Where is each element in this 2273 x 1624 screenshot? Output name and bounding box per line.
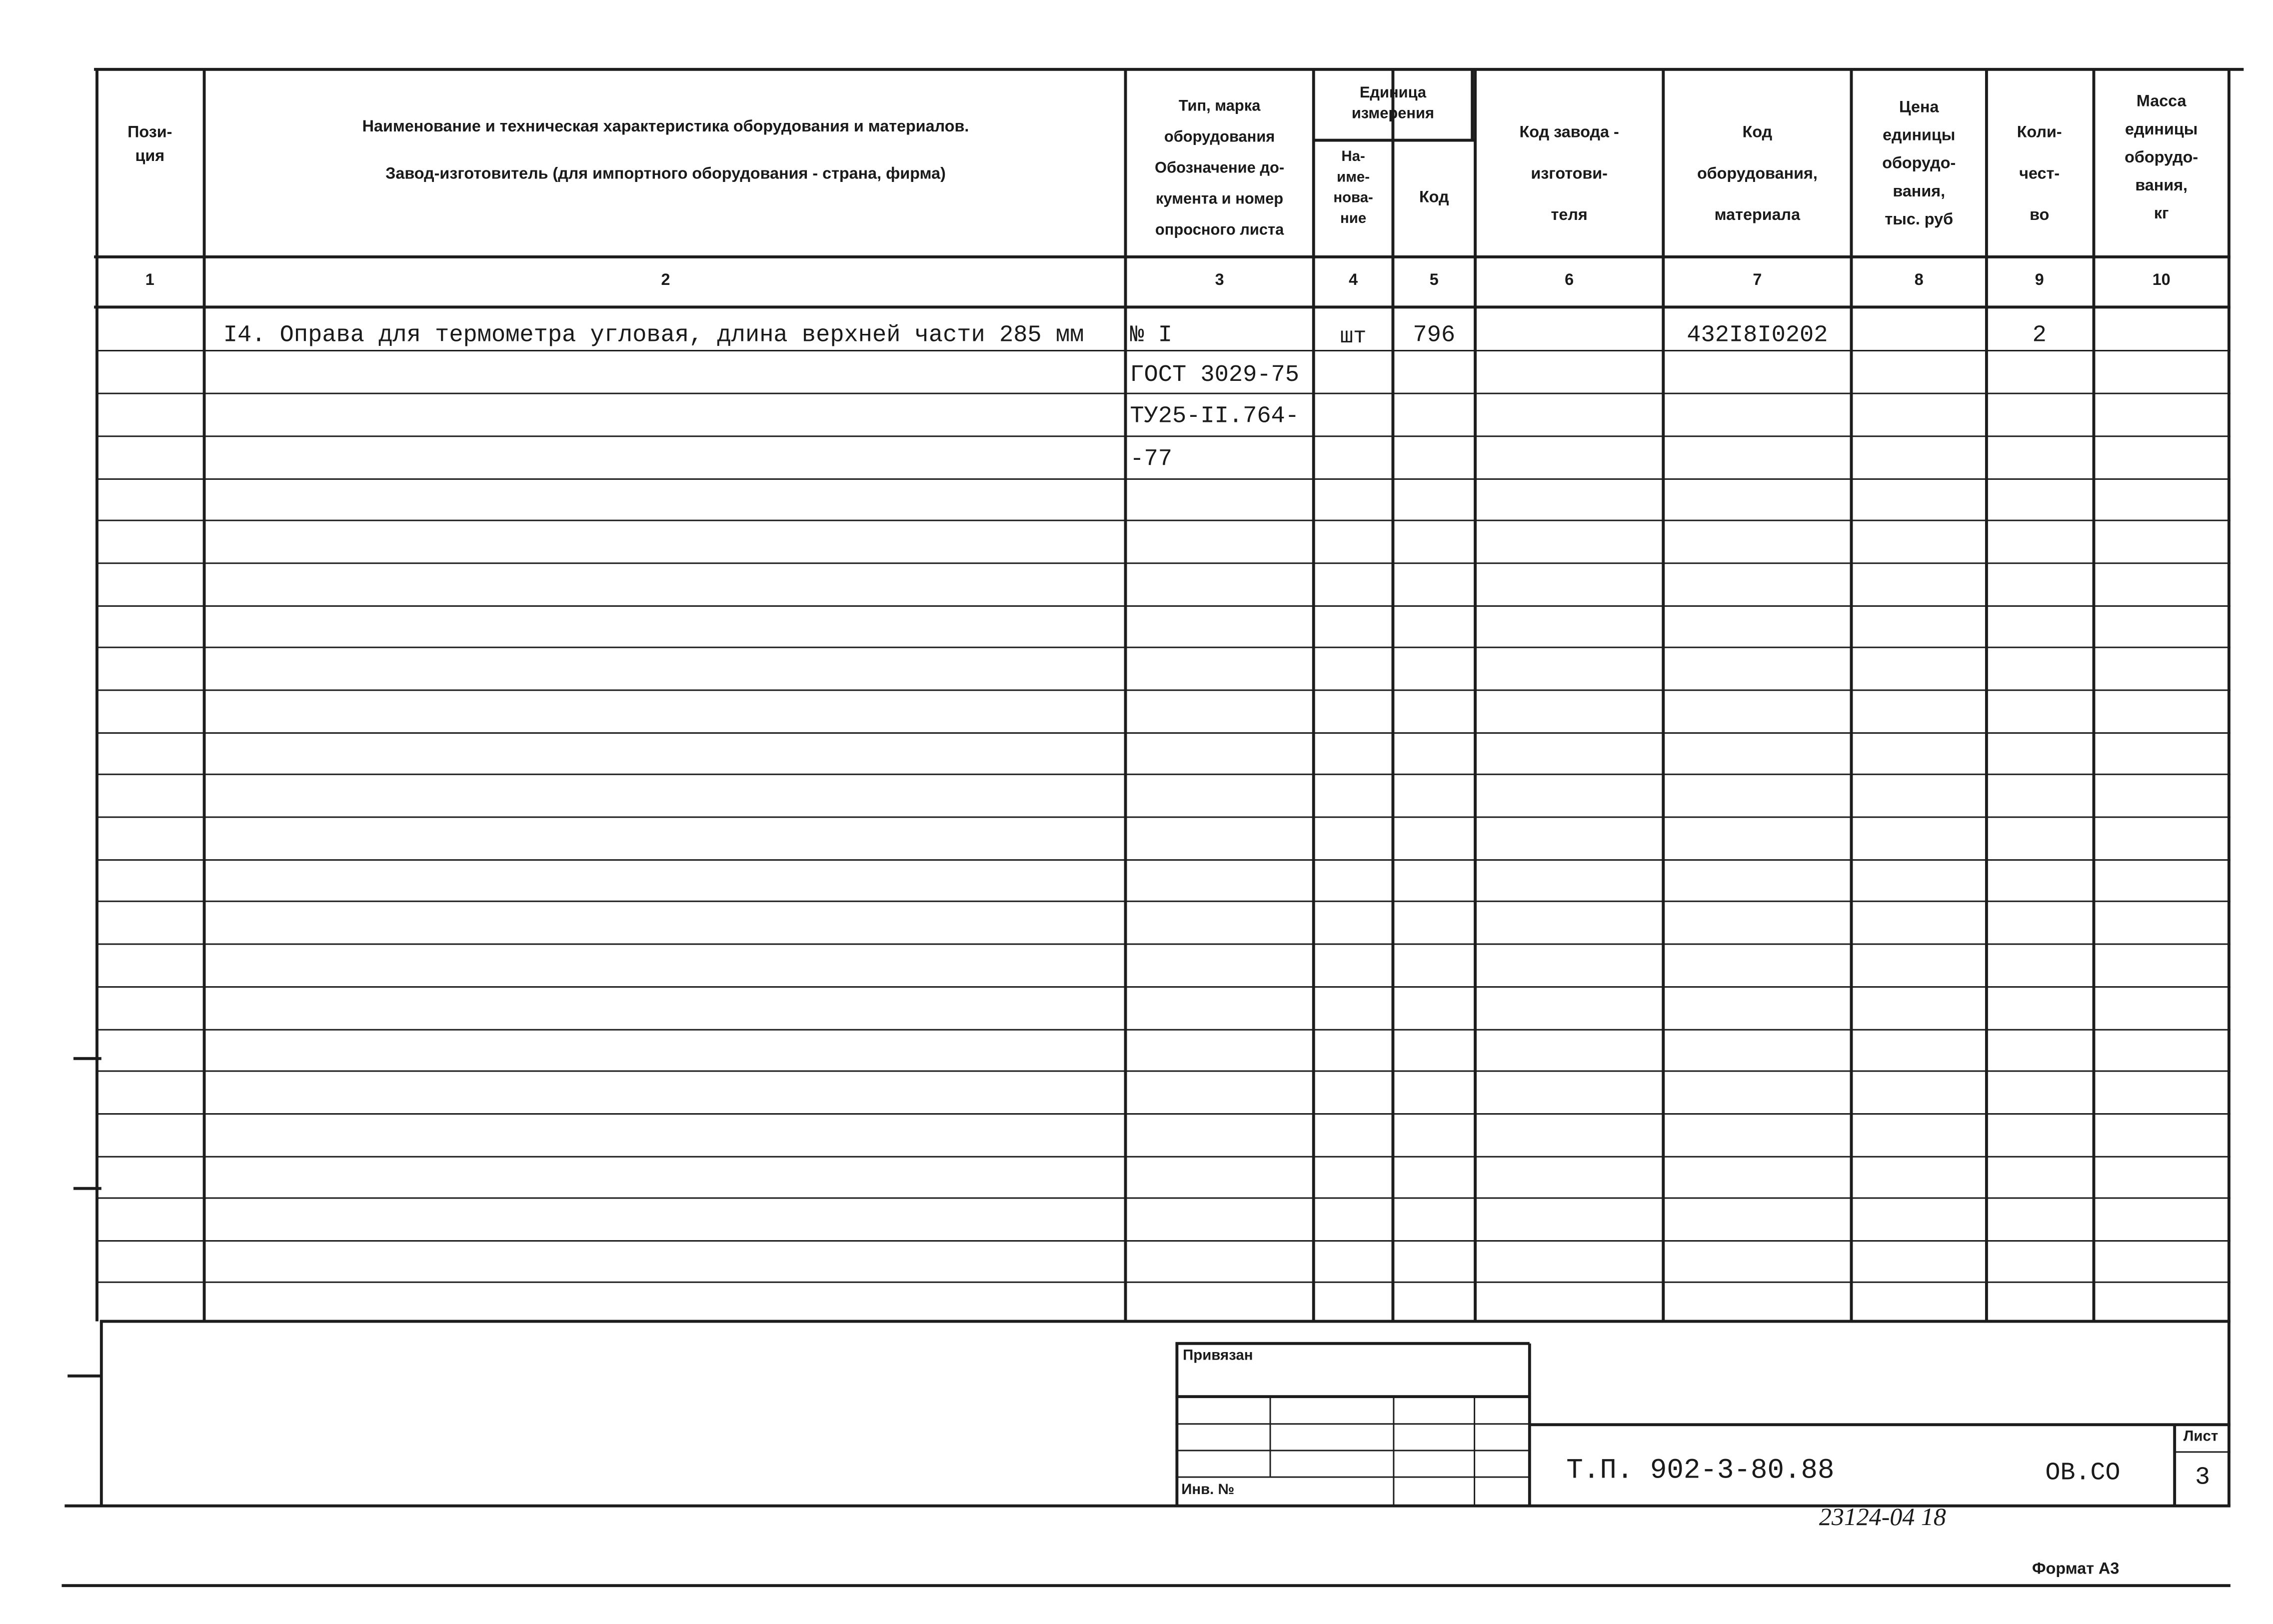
row-line <box>97 689 2231 690</box>
header-name-line1: Наименование и техническая характеристика оборудования и материалов. <box>362 118 969 136</box>
table-top-border <box>94 68 2244 71</box>
row-1-unit-name: шт <box>1340 324 1367 350</box>
column-number: 3 <box>1215 271 1224 289</box>
row-4-type: -77 <box>1130 445 1173 473</box>
column-line <box>1474 69 1476 1322</box>
column-number: 6 <box>1565 271 1574 289</box>
stamp-line <box>1392 1397 1394 1506</box>
row-line <box>97 1113 2231 1114</box>
header-type: Тип, марка оборудования Обозначение до- кумента и номер опросного листа <box>1155 97 1285 239</box>
header-position: Пози- ция <box>127 124 172 165</box>
column-line <box>1986 69 1988 1322</box>
row-line <box>97 1155 2231 1157</box>
margin-tick <box>73 1187 101 1189</box>
row-1-quantity: 2 <box>2032 321 2047 349</box>
header-bottom-line <box>94 255 2231 258</box>
row-line <box>97 477 2231 479</box>
row-line <box>97 1281 2231 1282</box>
row-line <box>97 1240 2231 1241</box>
document-code: Т.П. 902-3-80.88 <box>1566 1454 1835 1487</box>
sheet-label: Лист <box>2183 1429 2219 1446</box>
row-line <box>97 435 2231 436</box>
stamp-inventory-label: Инв. № <box>1181 1482 1235 1499</box>
header-price: Цена единицы оборудо- вания, тыс. руб <box>1882 98 1956 229</box>
header-unit-code: Код <box>1419 189 1449 207</box>
stamp-left-border <box>100 1321 103 1506</box>
header-mass: Масса единицы оборудо- вания, кг <box>2125 93 2199 223</box>
table-bottom-line <box>100 1320 2231 1323</box>
column-numbers-bottom-line <box>94 305 2231 308</box>
column-number: 9 <box>2035 271 2044 289</box>
row-line <box>97 349 2231 351</box>
row-line <box>97 1070 2231 1071</box>
column-line <box>1124 69 1126 1322</box>
row-line <box>97 1197 2231 1198</box>
margin-tick <box>73 1058 101 1060</box>
handwritten-note: 23124-04 18 <box>1819 1503 1946 1531</box>
row-3-type: ТУ25-II.764- <box>1130 403 1299 430</box>
column-number: 5 <box>1429 271 1439 289</box>
row-1-type: № I <box>1130 321 1173 349</box>
row-line <box>97 604 2231 606</box>
column-line <box>203 69 205 1322</box>
row-line <box>97 900 2231 901</box>
row-line <box>97 1028 2231 1030</box>
format-line <box>61 1585 2230 1587</box>
stamp-line <box>1269 1397 1270 1476</box>
header-unit-name: На- име- нова- ние <box>1333 149 1373 227</box>
row-1-name: I4. Оправа для термометра угловая, длина верхней части 285 мм <box>223 321 1084 349</box>
stamp-line <box>1176 1344 1178 1506</box>
row-line <box>97 859 2231 860</box>
column-line <box>2092 69 2096 1322</box>
stamp-attached-label: Привязан <box>1183 1348 1253 1365</box>
header-unit-group: Единица измерения <box>1351 84 1435 123</box>
row-1-equip-code: 432I8I0202 <box>1687 321 1828 349</box>
unit-group-line <box>1314 139 1475 141</box>
stamp-line <box>2175 1451 2231 1452</box>
row-1-unit-code: 796 <box>1413 321 1456 349</box>
column-number: 10 <box>2152 271 2171 289</box>
header-quantity: Коли- чест- во <box>2017 124 2062 224</box>
column-number: 4 <box>1349 271 1358 289</box>
row-line <box>97 392 2231 393</box>
column-line <box>1662 69 1664 1322</box>
column-number: 1 <box>145 271 154 289</box>
row-line <box>97 773 2231 774</box>
format-label: Формат А3 <box>2032 1560 2120 1579</box>
stamp-line <box>1175 1423 1529 1424</box>
row-line <box>97 816 2231 817</box>
row-line <box>97 646 2231 647</box>
sheet-number: 3 <box>2195 1464 2210 1493</box>
column-line <box>1850 69 1852 1322</box>
stamp-line <box>1175 1449 1529 1451</box>
stamp-line <box>1530 1424 2231 1426</box>
column-line <box>1313 69 1315 1322</box>
stamp-line <box>1473 1397 1475 1506</box>
column-number: 2 <box>661 271 670 289</box>
stamp-line <box>1175 1343 1529 1345</box>
header-plant-code: Код завода - изготови- теля <box>1519 124 1619 224</box>
table-left-border <box>95 69 98 1322</box>
row-line <box>97 943 2231 944</box>
header-name-line2: Завод-изготовитель (для импортного оборудования - страна, фирма) <box>385 165 946 183</box>
section-code: ОВ.СО <box>2045 1460 2121 1489</box>
header-equip-code: Код оборудования, материала <box>1697 124 1818 224</box>
margin-tick <box>67 1375 101 1377</box>
row-line <box>97 732 2231 733</box>
stamp-line <box>1175 1396 1529 1398</box>
column-line <box>1391 69 1395 1322</box>
column-number: 8 <box>1914 271 1924 289</box>
row-2-type: ГОСТ 3029-75 <box>1130 361 1299 388</box>
row-line <box>97 986 2231 987</box>
column-number: 7 <box>1753 271 1762 289</box>
row-line <box>97 562 2231 563</box>
stamp-line <box>1175 1476 1529 1477</box>
row-line <box>97 519 2231 520</box>
